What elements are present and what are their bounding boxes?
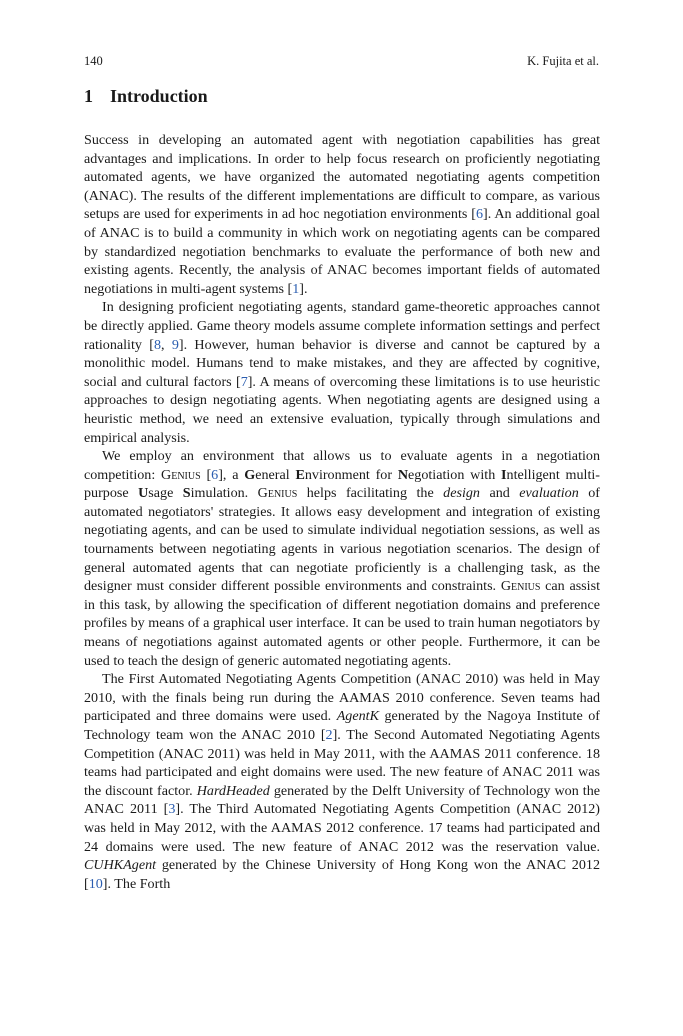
running-authors: K. Fujita et al. (527, 54, 599, 68)
citation-link[interactable]: 1 (292, 280, 300, 297)
genius-name: Genius (161, 466, 201, 483)
genius-name: Genius (500, 578, 541, 595)
citation-link[interactable]: 3 (168, 801, 176, 818)
agent-name: AgentK (336, 708, 379, 725)
paragraph-1: Success in developing an automated agent with negotiation capabilities has great advantages and implications. In order to help focus research on proficiently negotiating automated agents, we have organized the automated negotiating agents competition (ANAC). The results of the different implementations are difficult to compare, as various setups are used for experiments in ad hoc negotiation environments [6]. An additional goal of ANAC is to build a community in which work on negotiating agents can be compared by standardized negotiation benchmarks to evaluate the performance of both new and existing agents. Recently, the analysis of ANAC becomes important fields of automated negotiations in multi-agent systems [1]. (84, 132, 600, 297)
citation-link[interactable]: 10 (88, 875, 103, 892)
paragraph-3: We employ an environment that allows us to evaluate agents in a negotiation competition: Genius [6], a General Environment for Negotiation with Intelligent multi-purpose Usage Simulation. Genius helps facilitating the design and evaluation of automated negotiators' strategies. It allows easy development and integration of existing negotiating agents, and can be used to simulate individual negotiation sessions, as well as tournaments between negotiating agents in various negotiation scenarios. The design of general automated agents that can negotiate proficiently is a challenging task, as the designer must consider different possible environments and constraints. Genius can assist in this task, by allowing the specification of different negotiation domains and preference profiles by means of a graphical user interface. It can be used to train human negotiators by means of negotiations against automated agents or other people. Furthermore, it can be used to teach the design of generic automated negotiating agents. (84, 448, 600, 669)
citation-link[interactable]: 7 (240, 373, 248, 390)
genius-name: Genius (257, 485, 298, 502)
agent-name: CUHKAgent (84, 857, 157, 874)
body-text (84, 131, 600, 893)
page-number: 140 (84, 54, 103, 68)
citation-link[interactable]: 2 (325, 727, 333, 743)
section-title: Introduction (110, 86, 208, 106)
agent-name: HardHeaded (196, 782, 270, 799)
paragraph-2: In designing proficient negotiating agents, standard game-theoretic approaches cannot be directly applied. Game theory models assume complete information settings and perfect rationality [8, 9]. However, human behavior is diverse and cannot be captured by a monolithic model. Humans tend to make mistakes, and they are affected by cognitive, social and cultural factors [7]. A means of overcoming these limitations is to use heuristic approaches to design negotiating agents. When negotiating agents are designed using a heuristic method, we need an extensive evaluation, typically through simulations and empirical analysis. (84, 299, 601, 446)
citation-link[interactable]: 8 (153, 336, 161, 353)
citation-link[interactable]: 9 (171, 336, 179, 353)
section-heading (84, 86, 208, 107)
citation-link[interactable]: 6 (475, 206, 484, 223)
running-header (84, 54, 599, 69)
paragraph-4: The First Automated Negotiating Agents Competition (ANAC 2010) was held in May 2010, with the finals being run during the AAMAS 2010 conference. Seven teams had participated and three domains were used. AgentK generated by the Nagoya Institute of Technology team won the ANAC 2010 [2]. The Second Automated Negotiating Agents Competition (ANAC 2011) was held in May 2011, with the AAMAS 2011 conference. 18 teams had participated and eight domains were used. The new feature of ANAC 2011 was the discount factor. HardHeaded generated by the Delft University of Technology won the ANAC 2011 [3]. The Third Automated Negotiating Agents Competition (ANAC 2012) was held in May 2012, with the AAMAS 2012 conference. 17 teams had participated and 24 domains were used. The new feature of ANAC 2012 was the reservation value. CUHKAgent generated by the Chinese University of Hong Kong won the ANAC 2012 [10]. The Forth (84, 671, 601, 892)
citation-link[interactable]: 6 (211, 466, 219, 483)
section-number: 1 (84, 86, 93, 106)
